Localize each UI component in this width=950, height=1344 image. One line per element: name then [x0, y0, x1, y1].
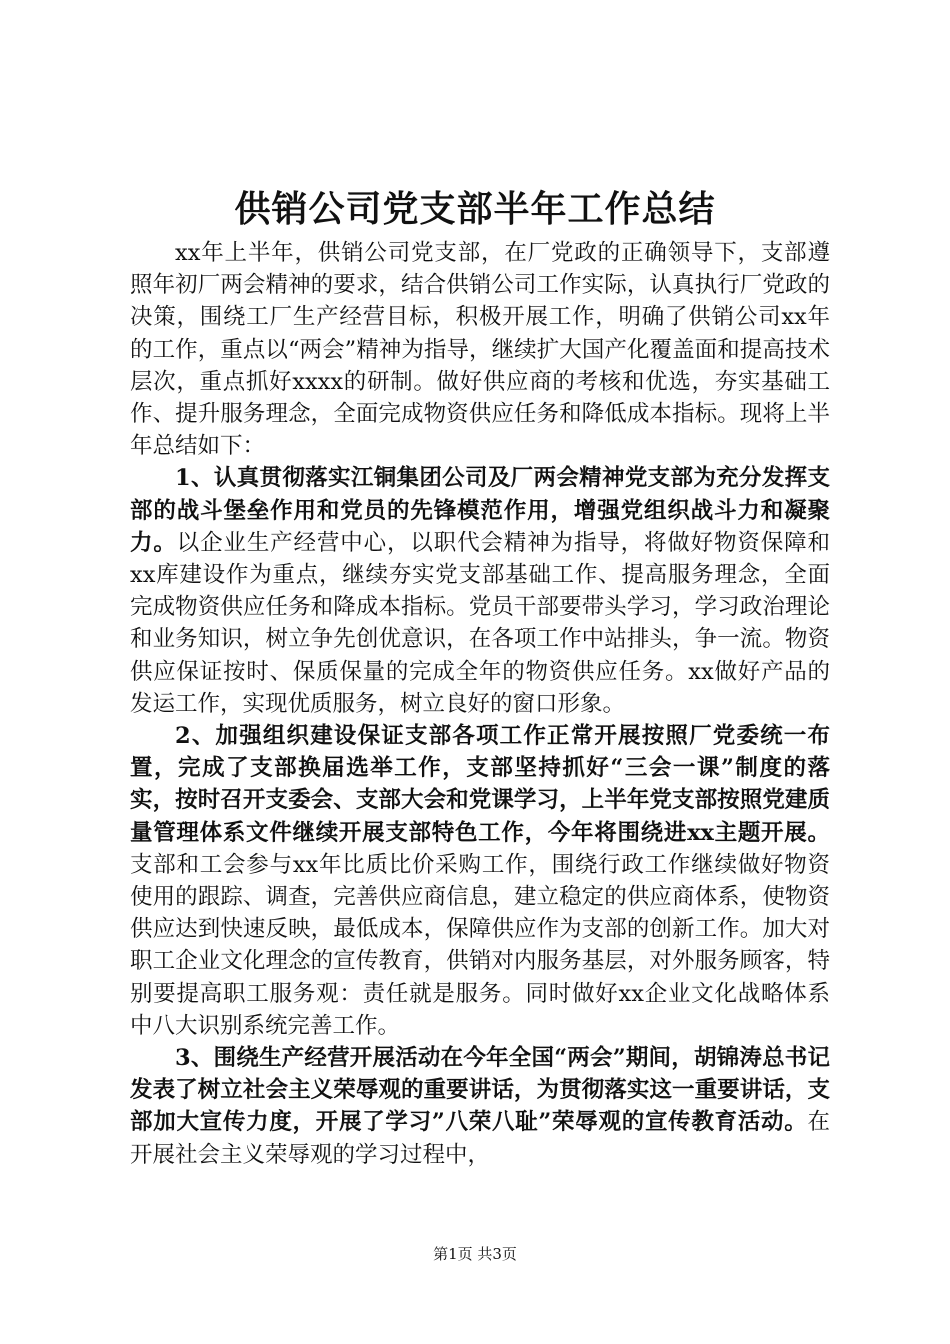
section-paragraph-3 [130, 1042, 830, 1171]
section-body-2: 支部和工会参与xx年比质比价采购工作，围绕行政工作继续做好物资使用的跟踪、调查，完善供应商信息，建立稳定的供应商体系，使物资供应达到快速反映，最低成本，保障供应作为支部的创新工作。加大对职工企业文化理念的宣传教育，供销对内服务基层，对外服务顾客，特别要提高职工服务观：责任就是服务。同时做好xx企业文化战略体系中八大识别系统完善工作。 [130, 851, 830, 1039]
section-body-1: 以企业生产经营中心，以职代会精神为指导，将做好物资保障和xx库建设作为重点，继续夯实党支部基础工作、提高服务理念，全面完成物资供应任务和降成本指标。党员干部要带头学习，学习政治理论和业务知识，树立争先创优意识，在各项工作中站排头，争一流。物资供应保证按时、保质保量的完成全年的物资供应任务。xx做好产品的发运工作，实现优质服务，树立良好的窗口形象。 [130, 529, 830, 717]
section-paragraph-1 [130, 462, 830, 720]
section-heading-3: 3、围绕生产经营开展活动在今年全国“两会”期间，胡锦涛总书记发表了树立社会主义荣辱观的重要讲话，为贯彻落实这一重要讲话，支部加大宣传力度，开展了学习”八荣八耻”荣辱观的宣传教育活动。 [130, 1045, 830, 1136]
intro-paragraph: xx年上半年，供销公司党支部，在厂党政的正确领导下，支部遵照年初厂两会精神的要求，结合供销公司工作实际，认真执行厂党政的决策，围绕工厂生产经营目标，积极开展工作，明确了供销公司xx年的工作，重点以“两会”精神为指导，继续扩大国产化覆盖面和提高技术层次，重点抓好xxxx的研制。做好供应商的考核和优选，夯实基础工作、提升服务理念，全面完成物资供应任务和降低成本指标。现将上半年总结如下： [130, 240, 830, 460]
section-heading-2: 2、加强组织建设保证支部各项工作正常开展按照厂党委统一布置，完成了支部换届选举工作，支部坚持抓好“三会一课”制度的落实，按时召开支委会、支部大会和党课学习，上半年党支部按照党建质量管理体系文件继续开展支部特色工作，今年将围绕进xx主题开展。 [130, 723, 830, 846]
section-body-3: 在开展社会主义荣辱观的学习过程中， [130, 1109, 830, 1168]
section-heading-1: 1、认真贯彻落实江铜集团公司及厂两会精神党支部为充分发挥支部的战斗堡垒作用和党员的先锋模范作用，增强党组织战斗力和凝聚力。 [130, 465, 830, 556]
page-number-footer: 第1页 共3页 [433, 1245, 517, 1263]
section-paragraph-2 [130, 720, 830, 1042]
document-body [130, 237, 830, 1171]
document-title: 供销公司党支部半年工作总结 [234, 188, 716, 230]
